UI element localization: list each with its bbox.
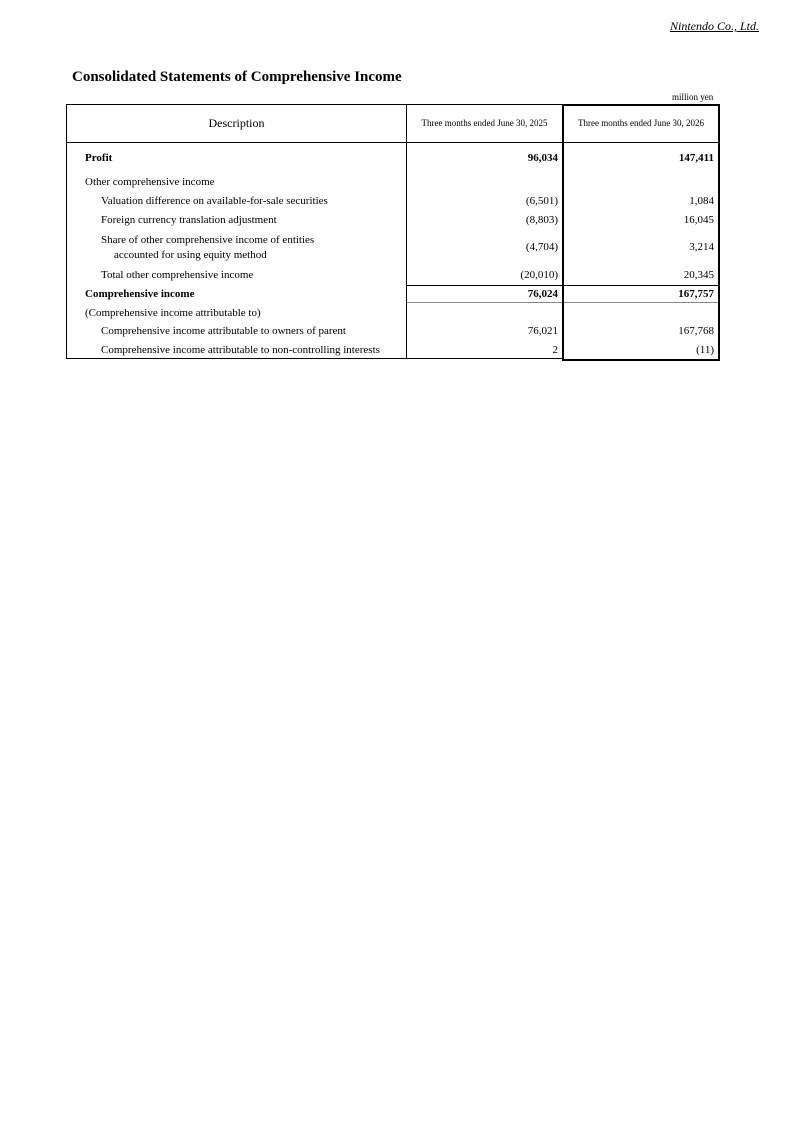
row-label: Total other comprehensive income <box>101 269 254 281</box>
header-cur-period: Three months ended June 30, 2026 <box>578 118 704 128</box>
row-label: Comprehensive income <box>85 288 195 300</box>
total-line <box>407 302 563 303</box>
header-divider <box>66 142 562 143</box>
header-prev-period: Three months ended June 30, 2025 <box>421 118 548 128</box>
row-label: Share of other comprehensive income of entities <box>101 234 315 246</box>
row-value-prev: 2 <box>552 344 558 356</box>
row-value-prev: (4,704) <box>525 241 558 253</box>
row-value-cur: 167,757 <box>678 288 714 300</box>
row-label: Valuation difference on available-for-sale securities <box>101 195 328 207</box>
current-period-column-box <box>562 104 720 361</box>
row-value-cur: 167,768 <box>678 325 714 337</box>
row-label: Comprehensive income attributable to non-controlling interests <box>101 344 380 356</box>
row-value-cur: 20,345 <box>683 269 714 281</box>
row-value-prev: 76,024 <box>527 288 558 300</box>
statement-title: Consolidated Statements of Comprehensive Income <box>72 69 402 85</box>
header-description: Description <box>208 115 265 130</box>
row-value-cur: 147,411 <box>678 152 714 164</box>
company-name: Nintendo Co., Ltd. <box>669 19 759 33</box>
unit-label: million yen <box>672 92 714 102</box>
row-value-prev: (6,501) <box>525 195 558 207</box>
row-value-cur: 1,084 <box>689 195 714 207</box>
row-value-cur: 16,045 <box>683 214 714 226</box>
row-value-prev: (8,803) <box>525 214 558 226</box>
row-value-cur: 3,214 <box>689 241 714 253</box>
row-label: Foreign currency translation adjustment <box>101 214 277 226</box>
row-value-prev: 76,021 <box>527 325 558 337</box>
row-value-prev: (20,010) <box>520 269 558 281</box>
row-label: (Comprehensive income attributable to) <box>85 307 261 319</box>
statement-table <box>66 104 720 361</box>
subtotal-line <box>407 285 563 286</box>
row-label: Comprehensive income attributable to owners of parent <box>101 325 346 337</box>
row-label-continued: accounted for using equity method <box>114 249 267 261</box>
row-label: Other comprehensive income <box>85 176 215 188</box>
row-value-prev: 96,034 <box>527 152 558 164</box>
row-value-cur: (11) <box>696 344 714 356</box>
row-label: Profit <box>85 152 113 164</box>
